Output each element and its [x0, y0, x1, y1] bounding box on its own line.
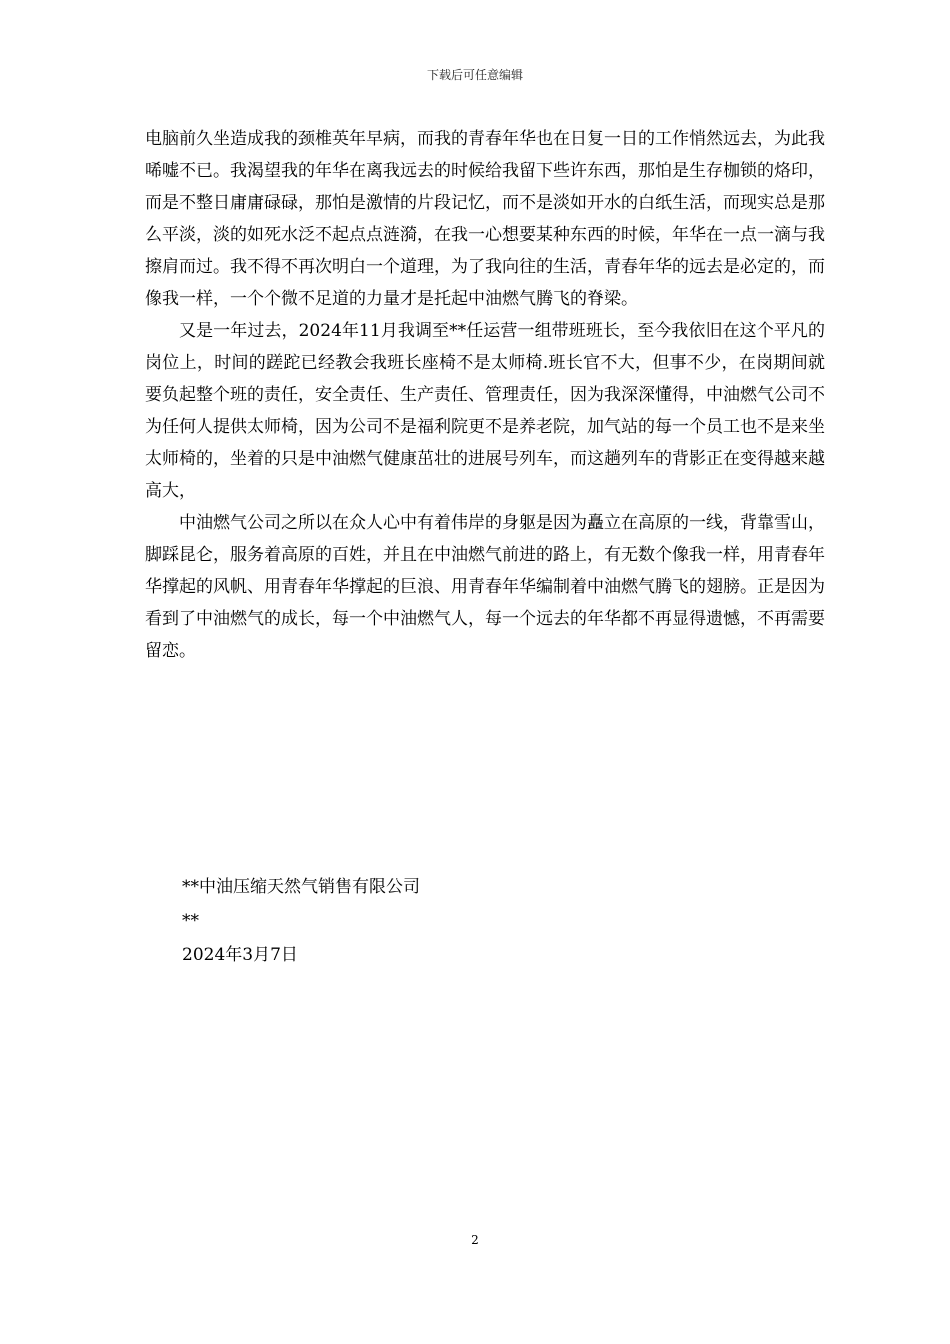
paragraph: 又是一年过去，2024年11月我调至**任运营一组带班班长，至今我依旧在这个平凡的岗位上，时间的蹉跎已经教会我班长座椅不是太师椅.班长官不大，但事不少，在岗期间就要负起整个班的责任，安全责任、生产责任、管理责任，因为我深深懂得，中油燃气公司不为任何人提供太师椅，因为公司不是福利院更不是养老院，加气站的每一个员工也不是来坐太师椅的，坐着的只是中油燃气健康茁壮的进展号列车，而这趟列车的背影正在变得越来越高大， — [145, 321, 825, 501]
page-header: 下载后可任意编辑 — [426, 68, 523, 82]
signature-name: ** — [182, 911, 199, 931]
document-body — [145, 123, 825, 667]
paragraph: 中油燃气公司之所以在众人心中有着伟岸的身躯是因为矗立在高原的一线，背靠雪山，脚踩昆仑，服务着高原的百姓，并且在中油燃气前进的路上，有无数个像我一样，用青春年华撑起的风帆、用青春年华撑起的巨浪、用青春年华编制着中油燃气腾飞的翅膀。正是因为看到了中油燃气的成长，每一个中油燃气人，每一个远去的年华都不再显得遗憾，不再需要留恋。 — [145, 513, 825, 661]
paragraph-continuation: 电脑前久坐造成我的颈椎英年早病，而我的青春年华也在日复一日的工作悄然远去，为此我唏嘘不已。我渴望我的年华在离我远去的时候给我留下些许东西，那怕是生存枷锁的烙印，而是不整日庸庸碌碌，那怕是激情的片段记忆，而不是淡如开水的白纸生活，而现实总是那么平淡，淡的如死水泛不起点点涟漪，在我一心想要某种东西的时候，年华在一点一滴与我擦肩而过。我不得不再次明白一个道理，为了我向往的生活，青春年华的远去是必定的，而像我一样，一个个微不足道的力量才是托起中油燃气腾飞的脊梁。 — [145, 129, 825, 309]
signature-company: **中油压缩天然气销售有限公司 — [182, 877, 420, 897]
signature-block — [182, 870, 682, 972]
page-number: 2 — [471, 1233, 479, 1247]
signature-date: 2024年3月7日 — [182, 945, 298, 965]
